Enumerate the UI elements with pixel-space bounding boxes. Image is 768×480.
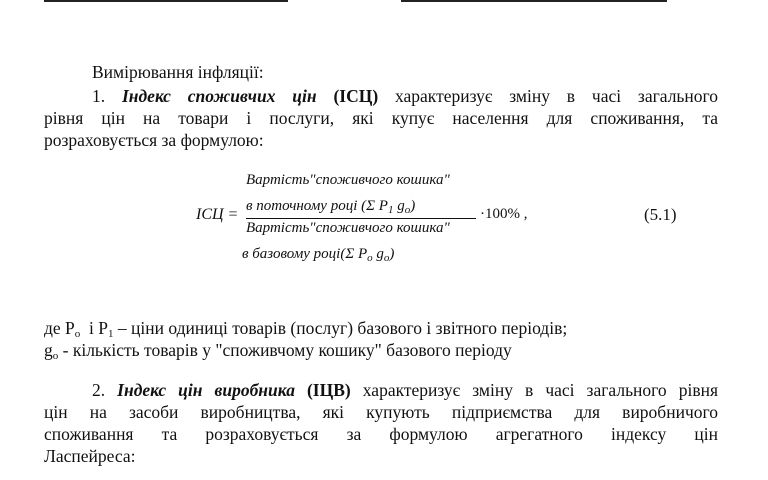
cpi-line-2: рівня цін на товари і послуги, які купує населення для споживання, та bbox=[44, 108, 718, 128]
cpi-line-1-rest: характеризує зміну в часі загального bbox=[395, 86, 719, 106]
where-line-1: де $P_o$ і $P_1$ – ціни одиниці товарів (послуг) базового і звітного періодів; bbox=[44, 318, 568, 340]
ppi-line-4: Ласпейреса: bbox=[44, 446, 136, 466]
top-rule-right bbox=[401, 0, 667, 2]
ppi-line-3: споживання та розраховується за формулою агрегатного індексу цін bbox=[44, 424, 718, 444]
formula-number: (5.1) bbox=[644, 205, 677, 224]
cpi-line-3: розраховується за формулою: bbox=[44, 130, 264, 150]
ppi-line-2: цін на засоби виробництва, які купують підприємства для виробничого bbox=[44, 402, 718, 422]
where-line-2: $g_o$ - кількість товарів у "споживчому кошику" базового періоду bbox=[44, 340, 512, 362]
formula-denominator-line-1: Вартість"споживчого кошика" bbox=[246, 220, 450, 236]
formula-multiplier: ·100% , bbox=[480, 206, 528, 222]
cpi-term: Індекс споживчих цін bbox=[121, 86, 317, 106]
ppi-line-1 bbox=[92, 380, 718, 401]
ppi-line-1-rest: характеризує зміну в часі загального рівня bbox=[362, 380, 718, 400]
formula-numerator-line-1: Вартість"споживчого кошика" bbox=[246, 172, 450, 188]
section-heading: Вимірювання інфляції: bbox=[92, 62, 264, 82]
formula-lhs: ІСЦ = bbox=[196, 206, 239, 223]
cpi-number: 1. bbox=[92, 86, 106, 106]
ppi-term: Індекс цін виробника bbox=[117, 380, 295, 400]
cpi-abbr: (ІСЦ) bbox=[333, 86, 379, 106]
cpi-line-1 bbox=[92, 86, 718, 107]
top-rule-left bbox=[44, 0, 288, 2]
formula-denominator-line-2: в базовому році(Σ $P_o$ $g_o$) bbox=[242, 246, 395, 264]
formula-numerator-line-2: в поточному році (Σ $P_1$ $g_o$) bbox=[246, 198, 416, 216]
ppi-number: 2. bbox=[92, 380, 106, 400]
ppi-abbr: (ІЦВ) bbox=[306, 380, 351, 400]
formula-fraction-bar bbox=[246, 218, 476, 219]
formula-5-1 bbox=[196, 168, 716, 278]
